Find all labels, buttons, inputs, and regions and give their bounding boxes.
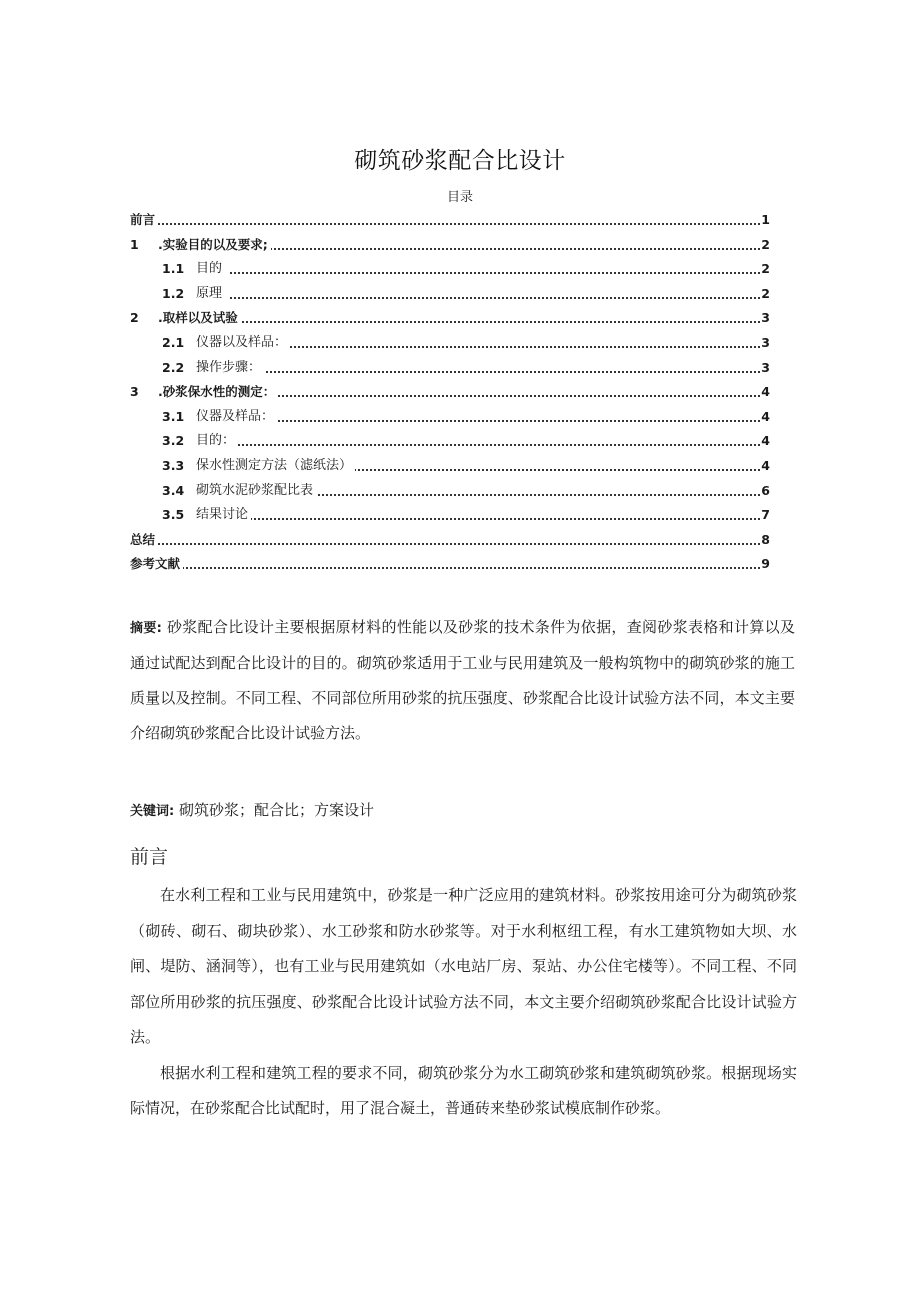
toc-entry-number: 3	[130, 384, 139, 400]
toc-page-number: 4	[761, 433, 770, 449]
keywords-text: 砌筑砂浆；配合比；方案设计	[178, 801, 374, 819]
keywords-label: 关键词:	[130, 804, 175, 819]
toc-entry-label: 结果讨论	[196, 503, 251, 528]
toc-entry-label: 仪器以及样品：	[196, 331, 290, 356]
toc-entry-number: 1.1	[162, 261, 185, 277]
toc-entry-2[interactable]	[130, 306, 770, 331]
document-title: 砌筑砂浆配合比设计	[354, 148, 566, 174]
toc-entry-number: 3.4	[162, 482, 185, 498]
toc-entry-number: 1.2	[162, 285, 185, 301]
abstract-label: 摘要:	[130, 621, 162, 636]
toc-leader-dots	[150, 567, 760, 569]
toc-entry-3-1[interactable]	[130, 405, 770, 430]
toc-leader-dots	[230, 371, 760, 373]
toc-page-number: 7	[761, 507, 770, 523]
abstract-text: 砂浆配合比设计主要根据原材料的性能以及砂浆的技术条件为依据，查阅砂浆表格和计算以及通过试配达到配合比设计的目的。砌筑砂浆适用于工业与民用建筑及一般构筑物中的砌筑砂浆的施工质量以及控制。不同工程、不同部位所用砂浆的抗压强度、砂浆配合比设计试验方法不同，本文主要介绍砌筑砂浆配合比设计试验方法。	[130, 618, 795, 742]
toc-leader-dots	[230, 297, 760, 299]
toc-leader-dots	[230, 346, 760, 348]
toc-page-number: 4	[761, 457, 770, 473]
table-of-contents	[130, 208, 770, 577]
toc-entry-3-4[interactable]	[130, 479, 770, 504]
toc-entry-3-2[interactable]	[130, 429, 770, 454]
toc-entry-label: 砌筑水泥砂浆配比表	[196, 479, 316, 504]
toc-page-number: 8	[761, 531, 770, 547]
toc-leader-dots	[230, 518, 760, 520]
toc-page-number: 2	[761, 285, 770, 301]
preface-body	[130, 878, 797, 1127]
toc-entry-label: .取样以及试验	[158, 306, 241, 331]
toc-leader-dots	[150, 543, 760, 545]
toc-leader-dots	[170, 321, 760, 323]
toc-entry-references[interactable]	[130, 552, 770, 577]
abstract-paragraph	[130, 610, 795, 751]
toc-leader-dots	[150, 223, 760, 225]
toc-entry-3-5[interactable]	[130, 503, 770, 528]
toc-heading: 目录	[446, 190, 473, 205]
toc-entry-2-2[interactable]	[130, 356, 770, 381]
keywords-line	[130, 795, 795, 827]
toc-entry-number: 2	[130, 310, 139, 326]
toc-entry-3[interactable]	[130, 380, 770, 405]
toc-entry-number: 3.5	[162, 507, 185, 523]
toc-entry-number: 3.1	[162, 408, 185, 424]
toc-entry-label: 保水性测定方法（滤纸法）	[196, 454, 355, 479]
toc-entry-label: 仪器及样品：	[196, 405, 277, 430]
toc-entry-number: 2.1	[162, 334, 185, 350]
toc-entry-summary[interactable]	[130, 528, 770, 553]
toc-entry-1-2[interactable]	[130, 282, 770, 307]
toc-leader-dots	[230, 444, 760, 446]
preface-paragraph: 根据水利工程和建筑工程的要求不同，砌筑砂浆分为水工砌筑砂浆和建筑砌筑砂浆。根据现场实际情况，在砂浆配合比试配时，用了混合凝土，普通砖来垫砂浆试模底制作砂浆。	[130, 1063, 797, 1117]
toc-entry-label: 目的：	[196, 429, 238, 454]
toc-entry-preface[interactable]	[130, 208, 770, 233]
toc-entry-1-1[interactable]	[130, 257, 770, 282]
toc-entry-label: 原理	[196, 282, 225, 307]
toc-leader-dots	[230, 420, 760, 422]
toc-entry-2-1[interactable]	[130, 331, 770, 356]
toc-page-number: 2	[761, 236, 770, 252]
toc-page-number: 2	[761, 261, 770, 277]
section-heading-preface: 前言	[130, 846, 169, 868]
toc-entry-number: 2.2	[162, 359, 185, 375]
toc-entry-1[interactable]	[130, 233, 770, 258]
toc-page-number: 9	[761, 556, 770, 572]
toc-page-number: 3	[761, 310, 770, 326]
toc-page-number: 3	[761, 359, 770, 375]
toc-entry-label: 前言	[130, 208, 158, 233]
toc-entry-3-3[interactable]	[130, 454, 770, 479]
toc-entry-label: 总结	[130, 528, 158, 553]
toc-page-number: 3	[761, 334, 770, 350]
toc-page-number: 1	[761, 212, 770, 227]
toc-entry-number: 1	[130, 236, 139, 252]
toc-page-number: 4	[761, 384, 770, 400]
toc-entry-label: 目的	[196, 257, 225, 282]
preface-paragraph: 在水利工程和工业与民用建筑中，砂浆是一种广泛应用的建筑材料。砂浆按用途可分为砌筑砂浆（砌砖、砌石、砌块砂浆）、水工砂浆和防水砂浆等。对于水利枢纽工程，有水工建筑物如大坝、水闸、堤防、涵洞等），也有工业与民用建筑如（水电站厂房、泵站、办公住宅楼等）。不同工程、不同部位所用砂浆的抗压强度、砂浆配合比设计试验方法不同，本文主要介绍砌筑砂浆配合比设计试验方法。	[130, 886, 797, 1046]
toc-entry-number: 3.3	[162, 457, 185, 473]
toc-entry-label: 操作步骤：	[196, 356, 264, 381]
toc-entry-label: 参考文献	[130, 552, 183, 577]
toc-entry-label: .实验目的以及要求;	[158, 233, 271, 258]
toc-leader-dots	[230, 272, 760, 274]
toc-entry-number: 3.2	[162, 433, 185, 449]
toc-page-number: 4	[761, 408, 770, 424]
toc-entry-label: .砂浆保水性的测定：	[158, 380, 278, 405]
toc-page-number: 6	[761, 482, 770, 498]
